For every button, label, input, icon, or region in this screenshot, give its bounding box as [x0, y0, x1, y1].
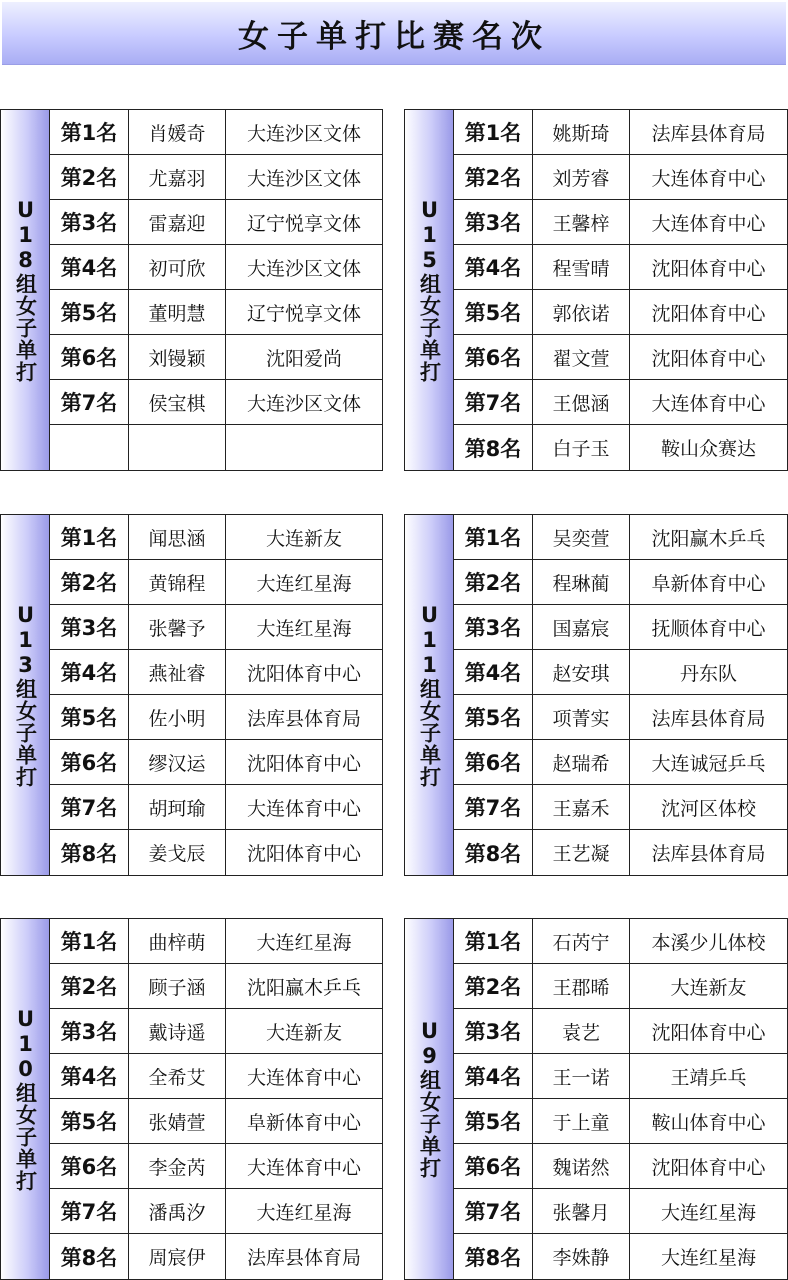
club-cell: 沈阳体育中心: [246, 752, 361, 775]
table-row: [50, 200, 382, 245]
table-row: [454, 1054, 787, 1099]
rank-cell: 第3名: [50, 200, 129, 244]
rank-cell: 第8名: [50, 1234, 129, 1279]
player-name-cell: 项菁实: [533, 695, 630, 739]
player-name-cell: 缪汉运: [129, 740, 226, 784]
club-cell: 大连红星海: [256, 572, 352, 595]
page-title-bar: [2, 2, 786, 65]
table-row: [50, 605, 382, 650]
table-row: [50, 155, 382, 200]
player-name-cell: 吴奕萱: [533, 515, 630, 559]
player-name-cell: 闻思涵: [129, 515, 226, 559]
club-cell: 抚顺体育中心: [651, 617, 766, 640]
club-cell: 大连体育中心: [651, 392, 766, 415]
club-cell: 王靖乒乓: [670, 1066, 747, 1089]
rank-cell: 第3名: [454, 605, 533, 649]
table-row: [50, 1009, 382, 1054]
player-name-cell: 李金芮: [129, 1144, 226, 1188]
player-name-cell: 曲梓萌: [129, 919, 226, 963]
club-cell: 本溪少儿体校: [651, 931, 766, 954]
table-row: [50, 785, 382, 830]
club-cell: 法库县体育局: [246, 707, 361, 730]
rank-cell: 第6名: [454, 1144, 533, 1188]
club-cell: 沈阳体育中心: [246, 843, 361, 865]
club-cell: 大连红星海: [256, 1201, 352, 1224]
club-cell: 大连体育中心: [246, 1066, 361, 1089]
rank-cell: 第5名: [454, 290, 533, 334]
club-cell: 大连体育中心: [651, 212, 766, 235]
rank-cell: 第4名: [50, 650, 129, 694]
rank-cell: 第2名: [50, 560, 129, 604]
table-row: [50, 335, 382, 380]
player-name-cell: 于上童: [533, 1099, 630, 1143]
rank-rows: [454, 110, 787, 470]
rank-cell: 第6名: [50, 1144, 129, 1188]
rank-cell: 第1名: [50, 110, 129, 154]
player-name-cell: 周宸伊: [129, 1234, 226, 1279]
rank-rows: [454, 919, 787, 1279]
player-name-cell: 王艺凝: [533, 830, 630, 875]
table-row: [50, 290, 382, 335]
rank-cell: 第1名: [50, 919, 129, 963]
player-name-cell: 王嘉禾: [533, 785, 630, 829]
rank-cell: 第3名: [50, 605, 129, 649]
player-name-cell: 张馨予: [129, 605, 226, 649]
rank-table-group-1: [0, 109, 383, 471]
rank-cell: 第3名: [454, 1009, 533, 1053]
player-name-cell: 张婧萱: [129, 1099, 226, 1143]
rank-cell: 第2名: [50, 155, 129, 199]
table-row: [50, 695, 382, 740]
club-cell: 大连红星海: [256, 617, 352, 640]
table-row: [50, 425, 382, 470]
table-row: [454, 290, 787, 335]
player-name-cell: 胡珂瑜: [129, 785, 226, 829]
rank-cell: 第2名: [50, 964, 129, 1008]
table-row: [50, 919, 382, 964]
club-cell: 大连体育中心: [246, 797, 361, 820]
table-row: [454, 560, 787, 605]
table-row: [454, 110, 787, 155]
player-name-cell: 郭依诺: [533, 290, 630, 334]
club-cell: 沈阳爱尚: [265, 347, 342, 370]
rank-table-group-2: [404, 109, 788, 471]
rank-cell: 第2名: [454, 155, 533, 199]
table-row: [454, 1009, 787, 1054]
club-cell: 沈阳体育中心: [651, 347, 766, 370]
rank-rows: [50, 110, 382, 470]
player-name-cell: 顾子涵: [129, 964, 226, 1008]
club-cell: 沈阳赢木乒乓: [246, 976, 361, 999]
player-name-cell: 佐小明: [129, 695, 226, 739]
rank-cell: 第7名: [50, 785, 129, 829]
table-row: [454, 605, 787, 650]
rank-cell: 第7名: [50, 1189, 129, 1233]
player-name-cell: 肖媛奇: [129, 110, 226, 154]
table-row: [454, 155, 787, 200]
table-row: [454, 830, 787, 875]
player-name-cell: 黄锦程: [129, 560, 226, 604]
group-label: U9组女子单打: [405, 919, 454, 1279]
rank-cell: 第1名: [454, 110, 533, 154]
group-label: U15组女子单打: [405, 110, 454, 470]
table-row: [454, 650, 787, 695]
club-cell: 法库县体育局: [651, 707, 766, 730]
page-title: 女子单打比赛名次: [238, 18, 550, 55]
club-cell: 大连沙区文体: [246, 122, 361, 145]
club-cell: 大连新友: [265, 1021, 342, 1044]
club-cell: 大连体育中心: [651, 167, 766, 190]
rank-cell: 第4名: [454, 1054, 533, 1098]
player-name-cell: 雷嘉迎: [129, 200, 226, 244]
rank-cell: 第6名: [454, 740, 533, 784]
rank-cell: 第7名: [454, 785, 533, 829]
rank-table-group-5: [0, 918, 383, 1280]
club-cell: 沈阳体育中心: [651, 257, 766, 280]
player-name-cell: 张馨月: [533, 1189, 630, 1233]
table-row: [454, 695, 787, 740]
club-cell: 辽宁悦享文体: [246, 212, 361, 235]
player-name-cell: 姚斯琦: [533, 110, 630, 154]
table-row: [50, 964, 382, 1009]
player-name-cell: 王馨梓: [533, 200, 630, 244]
rank-cell: 第5名: [50, 695, 129, 739]
club-cell: 大连红星海: [256, 931, 352, 954]
player-name-cell: 程琳蔺: [533, 560, 630, 604]
club-cell: 鞍山众赛达: [660, 438, 756, 460]
rank-cell: 第5名: [454, 695, 533, 739]
club-cell: 大连红星海: [660, 1247, 756, 1269]
rank-cell: 第7名: [50, 380, 129, 424]
player-name-cell: 国嘉宸: [533, 605, 630, 649]
group-label: U13组女子单打: [1, 515, 50, 875]
player-name-cell: 尤嘉羽: [129, 155, 226, 199]
rank-cell: 第2名: [454, 560, 533, 604]
rank-table-group-6: [404, 918, 788, 1280]
player-name-cell: 初可欣: [129, 245, 226, 289]
group-label: U10组女子单打: [1, 919, 50, 1279]
table-row: [454, 335, 787, 380]
club-cell: 大连新友: [670, 976, 747, 999]
player-name-cell: 魏诺然: [533, 1144, 630, 1188]
table-row: [50, 740, 382, 785]
rank-cell: [50, 425, 129, 470]
rank-cell: 第6名: [50, 740, 129, 784]
rank-cell: 第5名: [50, 290, 129, 334]
table-row: [454, 785, 787, 830]
table-row: [454, 425, 787, 470]
table-row: [50, 380, 382, 425]
table-row: [50, 830, 382, 875]
player-name-cell: 姜戈辰: [129, 830, 226, 875]
player-name-cell: 白子玉: [533, 425, 630, 470]
group-label: U11组女子单打: [405, 515, 454, 875]
rank-cell: 第5名: [454, 1099, 533, 1143]
table-row: [454, 515, 787, 560]
club-cell: 大连沙区文体: [246, 392, 361, 415]
rank-cell: 第4名: [454, 245, 533, 289]
club-cell: 法库县体育局: [651, 843, 766, 865]
rank-cell: 第7名: [454, 1189, 533, 1233]
table-row: [454, 1189, 787, 1234]
player-name-cell: 赵瑞希: [533, 740, 630, 784]
club-cell: 鞍山体育中心: [651, 1111, 766, 1134]
rank-cell: 第4名: [454, 650, 533, 694]
club-cell: 丹东队: [679, 662, 737, 685]
group-label: U18组女子单打: [1, 110, 50, 470]
rank-cell: 第4名: [50, 1054, 129, 1098]
table-row: [454, 740, 787, 785]
table-row: [50, 515, 382, 560]
club-cell: 沈阳体育中心: [246, 662, 361, 685]
table-row: [50, 560, 382, 605]
table-row: [50, 1189, 382, 1234]
table-row: [50, 1099, 382, 1144]
player-name-cell: 李姝静: [533, 1234, 630, 1279]
rank-cell: 第1名: [454, 919, 533, 963]
rank-cell: 第2名: [454, 964, 533, 1008]
rank-cell: 第8名: [454, 830, 533, 875]
rank-cell: 第3名: [454, 200, 533, 244]
player-name-cell: 袁艺: [533, 1009, 630, 1053]
player-name-cell: 刘芳睿: [533, 155, 630, 199]
table-row: [454, 1099, 787, 1144]
club-cell: 大连沙区文体: [246, 167, 361, 190]
club-cell: 大连新友: [265, 527, 342, 550]
rank-cell: 第8名: [50, 830, 129, 875]
rank-cell: 第5名: [50, 1099, 129, 1143]
club-cell: 沈阳体育中心: [651, 302, 766, 325]
club-cell: 法库县体育局: [651, 122, 766, 145]
player-name-cell: 石芮宁: [533, 919, 630, 963]
rank-cell: 第7名: [454, 380, 533, 424]
player-name-cell: [129, 425, 226, 470]
rank-cell: 第4名: [50, 245, 129, 289]
rank-cell: 第3名: [50, 1009, 129, 1053]
player-name-cell: 刘镘颖: [129, 335, 226, 379]
rank-cell: 第8名: [454, 425, 533, 470]
club-cell: 大连红星海: [660, 1201, 756, 1224]
table-row: [50, 650, 382, 695]
rank-table-group-4: [404, 514, 788, 876]
player-name-cell: 赵安琪: [533, 650, 630, 694]
table-row: [454, 245, 787, 290]
rank-cell: 第6名: [454, 335, 533, 379]
club-cell: 大连沙区文体: [246, 257, 361, 280]
club-cell: 大连体育中心: [246, 1156, 361, 1179]
player-name-cell: 程雪晴: [533, 245, 630, 289]
rank-rows: [50, 919, 382, 1279]
rank-cell: 第8名: [454, 1234, 533, 1279]
player-name-cell: 潘禹汐: [129, 1189, 226, 1233]
club-cell: 法库县体育局: [246, 1247, 361, 1269]
club-cell: 沈阳赢木乒乓: [651, 527, 766, 550]
table-row: [454, 1234, 787, 1279]
club-cell: [226, 425, 382, 470]
player-name-cell: 王一诺: [533, 1054, 630, 1098]
rank-rows: [50, 515, 382, 875]
player-name-cell: 燕祉睿: [129, 650, 226, 694]
club-cell: 沈河区体校: [660, 797, 756, 820]
table-row: [50, 1054, 382, 1099]
table-row: [50, 1144, 382, 1189]
club-cell: 大连诚冠乒乓: [651, 752, 766, 775]
rank-table-group-3: [0, 514, 383, 876]
player-name-cell: 全希艾: [129, 1054, 226, 1098]
table-row: [454, 1144, 787, 1189]
table-row: [50, 245, 382, 290]
table-row: [454, 200, 787, 245]
rank-cell: 第1名: [454, 515, 533, 559]
table-row: [454, 964, 787, 1009]
club-cell: 沈阳体育中心: [651, 1156, 766, 1179]
rank-rows: [454, 515, 787, 875]
player-name-cell: 戴诗遥: [129, 1009, 226, 1053]
rank-cell: 第1名: [50, 515, 129, 559]
table-row: [454, 380, 787, 425]
player-name-cell: 侯宝棋: [129, 380, 226, 424]
table-row: [454, 919, 787, 964]
club-cell: 阜新体育中心: [651, 572, 766, 595]
player-name-cell: 翟文萱: [533, 335, 630, 379]
club-cell: 阜新体育中心: [246, 1111, 361, 1134]
club-cell: 辽宁悦享文体: [246, 302, 361, 325]
player-name-cell: 董明慧: [129, 290, 226, 334]
rank-cell: 第6名: [50, 335, 129, 379]
club-cell: 沈阳体育中心: [651, 1021, 766, 1044]
table-row: [50, 1234, 382, 1279]
player-name-cell: 王郡晞: [533, 964, 630, 1008]
player-name-cell: 王偲涵: [533, 380, 630, 424]
table-row: [50, 110, 382, 155]
